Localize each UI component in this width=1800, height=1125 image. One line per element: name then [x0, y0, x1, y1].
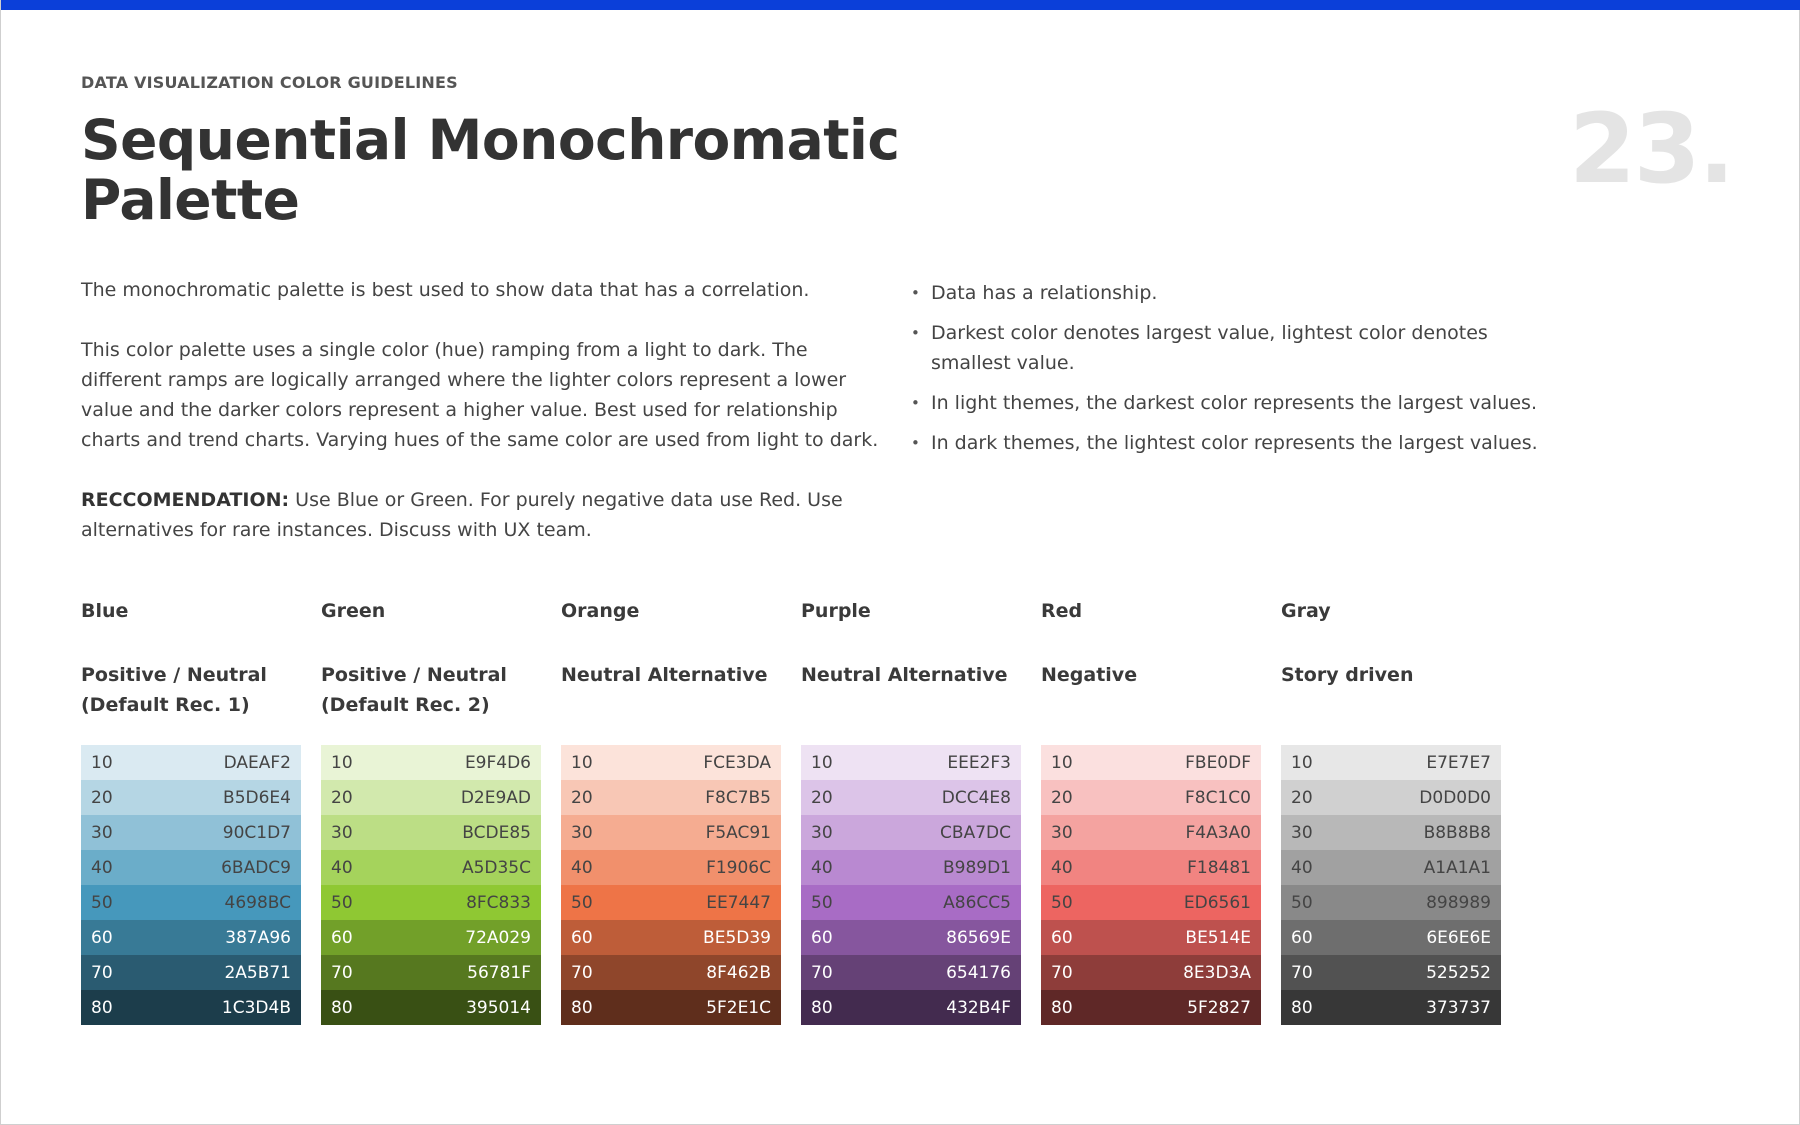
- swatch-level: 70: [91, 962, 113, 983]
- swatch-level: 10: [331, 752, 353, 773]
- color-swatch: [1041, 745, 1261, 780]
- swatch-level: 10: [1291, 752, 1313, 773]
- swatch-hex: F8C7B5: [705, 787, 771, 808]
- bullet-item: • Data has a relationship.: [911, 278, 1551, 308]
- swatch-ramp: [1041, 745, 1261, 1025]
- swatch-level: 50: [1291, 892, 1313, 913]
- color-swatch: [321, 745, 541, 780]
- color-swatch: [81, 885, 301, 920]
- bullet-item: • Darkest color denotes largest value, lightest color denotes smallest value.: [911, 318, 1551, 378]
- swatch-ramp: [561, 745, 781, 1025]
- swatch-level: 30: [1291, 822, 1313, 843]
- color-swatch: [81, 815, 301, 850]
- swatch-level: 60: [1291, 927, 1313, 948]
- swatch-level: 60: [331, 927, 353, 948]
- swatch-hex: 6BADC9: [221, 857, 291, 878]
- color-swatch: [801, 955, 1021, 990]
- palette-usage: Story driven: [1281, 664, 1414, 686]
- color-swatch: [1041, 990, 1261, 1025]
- swatch-hex: 56781F: [467, 962, 531, 983]
- swatch-level: 20: [811, 787, 833, 808]
- bullet-item: • In light themes, the darkest color represents the largest values.: [911, 388, 1551, 418]
- swatch-hex: B989D1: [942, 857, 1011, 878]
- swatch-ramp: [81, 745, 301, 1025]
- color-swatch: [321, 885, 541, 920]
- recommendation-text: Use Blue or Green. For purely negative data use Red. Use alternatives for rare instances. Discuss with UX team.: [81, 489, 843, 541]
- swatch-level: 30: [331, 822, 353, 843]
- swatch-hex: 72A029: [465, 927, 531, 948]
- swatch-hex: 898989: [1426, 892, 1491, 913]
- swatch-ramp: [321, 745, 541, 1025]
- color-swatch: [561, 990, 781, 1025]
- color-swatch: [801, 850, 1021, 885]
- color-swatch: [1281, 780, 1501, 815]
- bullet-item: • In dark themes, the lightest color represents the largest values.: [911, 428, 1551, 458]
- swatch-level: 40: [811, 857, 833, 878]
- color-swatch: [321, 920, 541, 955]
- swatch-level: 60: [91, 927, 113, 948]
- swatch-ramp: [1281, 745, 1501, 1025]
- swatch-level: 40: [1051, 857, 1073, 878]
- swatch-level: 30: [1051, 822, 1073, 843]
- swatch-hex: ED6561: [1183, 892, 1251, 913]
- swatch-level: 70: [331, 962, 353, 983]
- color-swatch: [321, 780, 541, 815]
- color-swatch: [561, 920, 781, 955]
- palette-name: Blue: [81, 600, 129, 622]
- swatch-hex: EEE2F3: [947, 752, 1011, 773]
- swatch-level: 70: [1051, 962, 1073, 983]
- swatch-hex: B5D6E4: [223, 787, 291, 808]
- guideline-bullets: [911, 278, 1551, 468]
- color-swatch: [801, 780, 1021, 815]
- swatch-level: 50: [811, 892, 833, 913]
- color-swatch: [1281, 850, 1501, 885]
- recommendation-label: RECCOMENDATION:: [81, 489, 290, 511]
- palette-name: Red: [1041, 600, 1083, 622]
- swatch-hex: D2E9AD: [460, 787, 531, 808]
- swatch-level: 80: [1051, 997, 1073, 1018]
- color-swatch: [1281, 885, 1501, 920]
- color-swatch: [1041, 850, 1261, 885]
- color-swatch: [1281, 990, 1501, 1025]
- color-swatch: [1041, 955, 1261, 990]
- swatch-hex: 525252: [1426, 962, 1491, 983]
- swatch-hex: 1C3D4B: [221, 997, 291, 1018]
- color-swatch: [801, 885, 1021, 920]
- color-swatch: [81, 850, 301, 885]
- swatch-level: 10: [811, 752, 833, 773]
- swatch-hex: F1906C: [706, 857, 771, 878]
- page-number: 23.: [1568, 93, 1733, 205]
- swatch-hex: A86CC5: [943, 892, 1011, 913]
- swatch-hex: E9F4D6: [464, 752, 531, 773]
- swatch-level: 20: [91, 787, 113, 808]
- swatch-ramp: [801, 745, 1021, 1025]
- palette-name: Gray: [1281, 600, 1331, 622]
- intro-text: [81, 275, 881, 575]
- swatch-hex: A1A1A1: [1423, 857, 1491, 878]
- swatch-level: 10: [1051, 752, 1073, 773]
- swatch-level: 50: [571, 892, 593, 913]
- swatch-level: 60: [811, 927, 833, 948]
- swatch-hex: 5F2827: [1187, 997, 1251, 1018]
- swatch-level: 50: [331, 892, 353, 913]
- swatch-level: 20: [1291, 787, 1313, 808]
- color-swatch: [321, 850, 541, 885]
- swatch-hex: 86569E: [946, 927, 1011, 948]
- swatch-hex: F5AC91: [705, 822, 771, 843]
- swatch-hex: 8F462B: [706, 962, 771, 983]
- swatch-level: 80: [331, 997, 353, 1018]
- swatch-hex: A5D35C: [461, 857, 531, 878]
- swatch-level: 70: [571, 962, 593, 983]
- swatch-level: 30: [811, 822, 833, 843]
- color-swatch: [1281, 955, 1501, 990]
- swatch-level: 30: [571, 822, 593, 843]
- swatch-hex: 8E3D3A: [1183, 962, 1251, 983]
- swatch-level: 40: [1291, 857, 1313, 878]
- swatch-hex: F8C1C0: [1185, 787, 1251, 808]
- swatch-hex: CBA7DC: [940, 822, 1011, 843]
- color-swatch: [1281, 815, 1501, 850]
- swatch-level: 20: [571, 787, 593, 808]
- swatch-level: 20: [331, 787, 353, 808]
- swatch-level: 80: [811, 997, 833, 1018]
- palette-usage: Neutral Alternative: [561, 664, 768, 686]
- color-swatch: [1041, 780, 1261, 815]
- swatch-level: 20: [1051, 787, 1073, 808]
- color-swatch: [81, 780, 301, 815]
- swatch-hex: 8FC833: [466, 892, 531, 913]
- color-swatch: [321, 815, 541, 850]
- swatch-hex: BE514E: [1185, 927, 1251, 948]
- palette-usage: Neutral Alternative: [801, 664, 1008, 686]
- color-swatch: [801, 745, 1021, 780]
- color-swatch: [561, 955, 781, 990]
- swatch-hex: FBE0DF: [1185, 752, 1251, 773]
- swatch-hex: 654176: [946, 962, 1011, 983]
- swatch-level: 10: [571, 752, 593, 773]
- swatch-hex: EE7447: [706, 892, 771, 913]
- color-swatch: [1041, 885, 1261, 920]
- color-swatch: [561, 850, 781, 885]
- palette-name: Green: [321, 600, 386, 622]
- color-swatch: [561, 815, 781, 850]
- color-swatch: [561, 885, 781, 920]
- swatch-hex: 395014: [466, 997, 531, 1018]
- color-swatch: [801, 920, 1021, 955]
- palette-usage: Positive / Neutral (Default Rec. 1): [81, 664, 267, 716]
- color-swatch: [561, 745, 781, 780]
- color-swatch: [81, 990, 301, 1025]
- intro-paragraph-2: This color palette uses a single color (hue) ramping from a light to dark. The different ramps are logically arranged where the lighter colors represent a lower value and the darker colors represent a higher value. Best used for relationship charts and trend charts. Varying hues of the same color are used from light to dark.: [81, 339, 879, 451]
- swatch-hex: DAEAF2: [223, 752, 291, 773]
- swatch-hex: DCC4E8: [941, 787, 1011, 808]
- swatch-level: 80: [571, 997, 593, 1018]
- swatch-hex: 387A96: [225, 927, 291, 948]
- swatch-hex: FCE3DA: [703, 752, 771, 773]
- color-swatch: [1041, 920, 1261, 955]
- color-swatch: [1041, 815, 1261, 850]
- swatch-hex: 5F2E1C: [706, 997, 771, 1018]
- swatch-hex: 4698BC: [224, 892, 291, 913]
- color-swatch: [81, 955, 301, 990]
- swatch-hex: 373737: [1426, 997, 1491, 1018]
- intro-paragraph-1: The monochromatic palette is best used to show data that has a correlation.: [81, 279, 810, 301]
- swatch-hex: 432B4F: [946, 997, 1011, 1018]
- swatch-level: 70: [811, 962, 833, 983]
- swatch-level: 50: [1051, 892, 1073, 913]
- color-swatch: [321, 990, 541, 1025]
- color-swatch: [801, 990, 1021, 1025]
- top-accent-bar: [1, 0, 1800, 10]
- page-title: Sequential Monochromatic Palette: [81, 108, 900, 232]
- swatch-level: 70: [1291, 962, 1313, 983]
- color-swatch: [801, 815, 1021, 850]
- swatch-level: 80: [1291, 997, 1313, 1018]
- palette-name: Orange: [561, 600, 640, 622]
- palette-usage: Negative: [1041, 664, 1138, 686]
- swatch-level: 40: [571, 857, 593, 878]
- swatch-hex: F4A3A0: [1185, 822, 1251, 843]
- swatch-hex: BE5D39: [703, 927, 771, 948]
- swatch-hex: D0D0D0: [1419, 787, 1491, 808]
- section-eyebrow: DATA VISUALIZATION COLOR GUIDELINES: [81, 73, 458, 92]
- swatch-level: 40: [91, 857, 113, 878]
- swatch-hex: BCDE85: [462, 822, 531, 843]
- recommendation-paragraph: [81, 485, 881, 545]
- swatch-hex: 6E6E6E: [1426, 927, 1491, 948]
- swatch-level: 40: [331, 857, 353, 878]
- swatch-hex: 90C1D7: [222, 822, 291, 843]
- palette-name: Purple: [801, 600, 871, 622]
- swatch-level: 10: [91, 752, 113, 773]
- swatch-hex: E7E7E7: [1426, 752, 1491, 773]
- color-swatch: [561, 780, 781, 815]
- swatch-hex: 2A5B71: [224, 962, 291, 983]
- color-swatch: [81, 920, 301, 955]
- swatch-level: 30: [91, 822, 113, 843]
- swatch-level: 60: [1051, 927, 1073, 948]
- swatch-hex: B8B8B8: [1423, 822, 1491, 843]
- palette-usage: Positive / Neutral (Default Rec. 2): [321, 664, 507, 716]
- color-swatch: [1281, 745, 1501, 780]
- swatch-hex: F18481: [1187, 857, 1251, 878]
- color-swatch: [81, 745, 301, 780]
- color-swatch: [1281, 920, 1501, 955]
- swatch-level: 50: [91, 892, 113, 913]
- swatch-level: 60: [571, 927, 593, 948]
- color-swatch: [321, 955, 541, 990]
- swatch-level: 80: [91, 997, 113, 1018]
